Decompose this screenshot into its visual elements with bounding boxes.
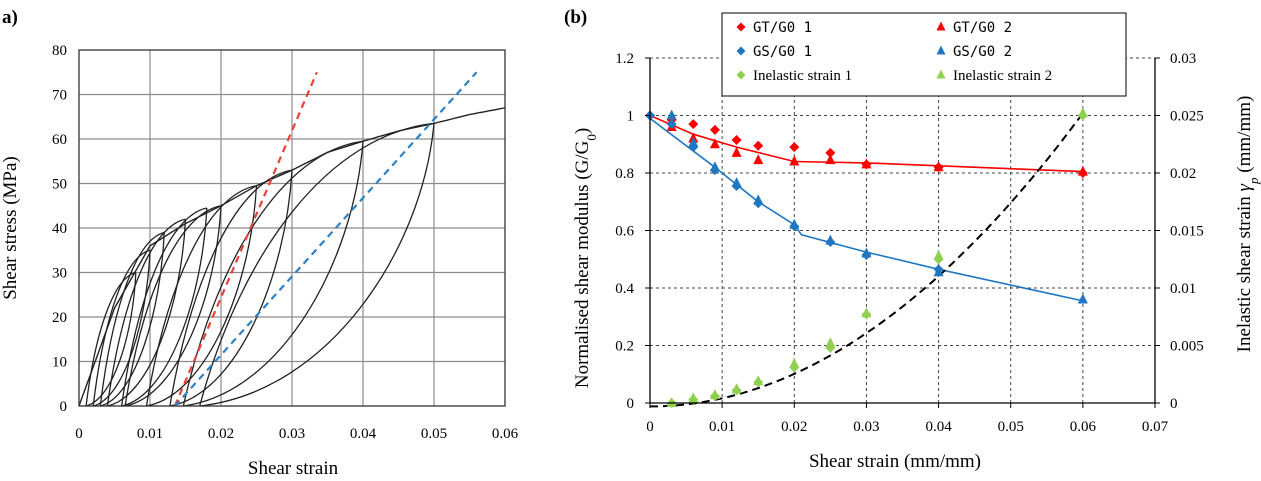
data-point bbox=[861, 307, 871, 317]
y-tick-label: 60 bbox=[52, 132, 67, 148]
legend-label: GS/G0 2 bbox=[953, 44, 1013, 60]
panel-b-points bbox=[645, 107, 1088, 408]
y-tick-label: 30 bbox=[52, 265, 67, 282]
y-tick-label: 40 bbox=[52, 221, 67, 237]
x-tick-label: 0.01 bbox=[709, 419, 736, 435]
panel-b-x-ticks bbox=[646, 419, 1168, 435]
y-tick-label: 0.2 bbox=[615, 338, 634, 355]
unloading-curve bbox=[170, 170, 292, 406]
panel-a-x-ticks bbox=[75, 426, 518, 442]
y2-tick-label: 0.03 bbox=[1170, 51, 1197, 67]
unloading-curve bbox=[200, 123, 434, 406]
legend-label: GS/G0 1 bbox=[753, 44, 813, 60]
x-tick-label: 0.07 bbox=[1141, 419, 1169, 435]
data-point bbox=[732, 135, 742, 145]
y2-tick-label: 0.025 bbox=[1170, 108, 1204, 125]
y-tick-label: 50 bbox=[52, 176, 67, 193]
x-tick-label: 0.03 bbox=[278, 426, 306, 442]
y-tick-label: 1 bbox=[626, 108, 634, 125]
data-point bbox=[789, 358, 799, 368]
data-point bbox=[667, 110, 677, 120]
red-dashed-line bbox=[175, 72, 317, 406]
legend-label: Inelastic strain 1 bbox=[753, 68, 853, 84]
data-point bbox=[710, 389, 720, 399]
reloading-curve bbox=[170, 170, 292, 406]
panel-b-y-axis-title: Normalised shear modulus $(G/G_0)$ bbox=[572, 127, 599, 389]
y-tick-label: 0.6 bbox=[615, 223, 634, 240]
x-tick-label: 0.05 bbox=[997, 419, 1024, 435]
data-point bbox=[710, 125, 720, 135]
panel-b-label: (b) bbox=[564, 7, 588, 28]
y-tick-label: 0 bbox=[626, 396, 634, 412]
panel-b bbox=[564, 7, 1261, 472]
data-point bbox=[753, 154, 763, 164]
data-point bbox=[710, 161, 720, 171]
y-tick-label: 0.4 bbox=[615, 281, 634, 297]
panel-b-grid bbox=[650, 58, 1155, 403]
panel-b-x-axis-title: Shear strain (mm/mm) bbox=[808, 451, 982, 472]
data-point bbox=[688, 392, 698, 402]
data-point bbox=[688, 119, 698, 129]
legend-label: Inelastic strain 2 bbox=[953, 68, 1053, 84]
data-point bbox=[789, 142, 799, 152]
x-tick-label: 0.04 bbox=[925, 419, 952, 435]
data-point bbox=[753, 141, 763, 151]
y-tick-label: 1.2 bbox=[615, 51, 634, 67]
data-point bbox=[825, 235, 835, 245]
y2-tick-label: 0.01 bbox=[1170, 281, 1197, 297]
x-tick-label: 0 bbox=[646, 419, 654, 435]
y-tick-label: 20 bbox=[52, 310, 67, 326]
panel-a-grid bbox=[79, 50, 505, 406]
x-tick-label: 0 bbox=[75, 426, 83, 442]
panel-a-y-axis-title: Shear stress (MPa) bbox=[0, 156, 21, 300]
reloading-curve bbox=[200, 123, 434, 406]
data-point bbox=[789, 219, 799, 229]
panel-b-y2-ticks bbox=[1170, 51, 1204, 412]
y2-tick-label: 0.015 bbox=[1170, 223, 1204, 240]
x-tick-label: 0.05 bbox=[420, 426, 448, 442]
y2-tick-label: 0.005 bbox=[1170, 338, 1204, 355]
panel-b-y-ticks bbox=[615, 51, 634, 412]
panel-b-legend bbox=[722, 13, 1126, 96]
panel-a-x-axis-title: Shear strain bbox=[247, 458, 339, 479]
panel-a-y-ticks bbox=[52, 43, 67, 415]
data-point bbox=[825, 337, 835, 347]
panel-b-y2-axis-title: Inelastic shear strain $\gamma_p$ (mm/mm) bbox=[1234, 95, 1261, 353]
y2-tick-label: 0 bbox=[1170, 396, 1178, 412]
y2-tick-label: 0.02 bbox=[1170, 166, 1197, 182]
panel-a bbox=[0, 7, 519, 479]
legend-label: GT/G0 1 bbox=[753, 20, 813, 36]
data-point bbox=[825, 154, 835, 164]
x-tick-label: 0.01 bbox=[136, 426, 164, 442]
x-tick-label: 0.03 bbox=[853, 419, 880, 435]
data-point bbox=[753, 375, 763, 385]
y-tick-label: 70 bbox=[52, 87, 67, 104]
y-tick-label: 10 bbox=[52, 354, 67, 371]
legend-label: GT/G0 2 bbox=[953, 20, 1013, 36]
data-point bbox=[1078, 107, 1088, 117]
x-tick-label: 0.02 bbox=[781, 419, 808, 435]
panel-a-label: a) bbox=[2, 7, 18, 28]
x-tick-label: 0.04 bbox=[349, 426, 377, 442]
x-tick-label: 0.02 bbox=[207, 426, 235, 442]
x-tick-label: 0.06 bbox=[491, 426, 519, 442]
y-tick-label: 0.8 bbox=[615, 166, 634, 182]
y-tick-label: 80 bbox=[52, 43, 67, 59]
x-tick-label: 0.06 bbox=[1069, 419, 1096, 435]
data-point bbox=[732, 383, 742, 393]
data-point bbox=[934, 250, 944, 260]
y-tick-label: 0 bbox=[59, 399, 67, 415]
data-point bbox=[1078, 166, 1088, 176]
data-point bbox=[1078, 294, 1088, 304]
